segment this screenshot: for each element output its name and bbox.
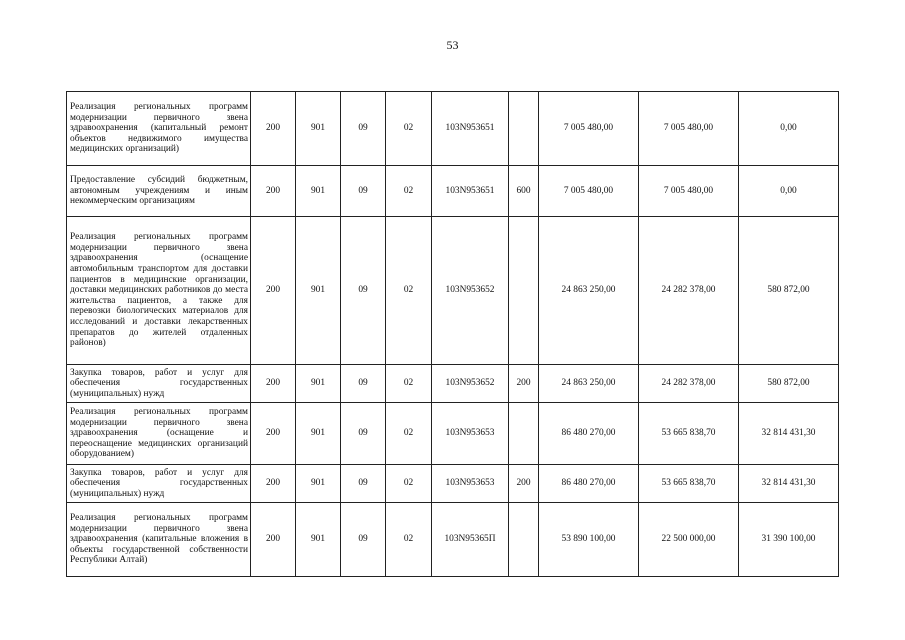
cell-ministry: 901 xyxy=(296,503,341,577)
page-number: 53 xyxy=(446,38,459,52)
cell-sum-federal: 24 282 378,00 xyxy=(639,217,739,365)
cell-subsection: 02 xyxy=(386,166,432,217)
cell-target-article: 103N953652 xyxy=(432,365,509,403)
cell-expense-type xyxy=(509,503,539,577)
cell-target-article: 103N953652 xyxy=(432,217,509,365)
table-row xyxy=(67,403,839,465)
row-name-cell: Закупка товаров, работ и услуг для обеспечения государственных (муниципальных) нужд xyxy=(67,365,251,403)
cell-sum-federal: 7 005 480,00 xyxy=(639,92,739,166)
cell-sum-total: 24 863 250,00 xyxy=(539,365,639,403)
cell-code: 200 xyxy=(251,217,296,365)
cell-subsection: 02 xyxy=(386,217,432,365)
cell-sum-federal: 53 665 838,70 xyxy=(639,465,739,503)
cell-expense-type xyxy=(509,92,539,166)
cell-code: 200 xyxy=(251,403,296,465)
cell-section: 09 xyxy=(341,503,386,577)
cell-target-article: 103N953653 xyxy=(432,403,509,465)
budget-table xyxy=(66,91,839,577)
cell-section: 09 xyxy=(341,465,386,503)
cell-sum-federal: 22 500 000,00 xyxy=(639,503,739,577)
row-name-cell: Закупка товаров, работ и услуг для обеспечения государственных (муниципальных) нужд xyxy=(67,465,251,503)
cell-code: 200 xyxy=(251,166,296,217)
cell-sum-federal: 7 005 480,00 xyxy=(639,166,739,217)
cell-expense-type: 600 xyxy=(509,166,539,217)
cell-sum-regional: 0,00 xyxy=(739,92,839,166)
cell-subsection: 02 xyxy=(386,92,432,166)
cell-sum-regional: 580 872,00 xyxy=(739,217,839,365)
cell-expense-type xyxy=(509,403,539,465)
cell-sum-regional: 32 814 431,30 xyxy=(739,403,839,465)
cell-code: 200 xyxy=(251,503,296,577)
table-row xyxy=(67,92,839,166)
cell-expense-type: 200 xyxy=(509,365,539,403)
cell-sum-total: 24 863 250,00 xyxy=(539,217,639,365)
cell-subsection: 02 xyxy=(386,403,432,465)
row-name-cell: Предоставление субсидий бюджетным, автономным учреждениям и иным некоммерческим организациям xyxy=(67,166,251,217)
cell-section: 09 xyxy=(341,217,386,365)
cell-ministry: 901 xyxy=(296,166,341,217)
cell-expense-type: 200 xyxy=(509,465,539,503)
cell-sum-federal: 24 282 378,00 xyxy=(639,365,739,403)
cell-sum-total: 86 480 270,00 xyxy=(539,465,639,503)
row-name-cell: Реализация региональных программ модернизации первичного звена здравоохранения (капитальный ремонт объектов недвижимого имущества медицинских организаций) xyxy=(67,92,251,166)
cell-sum-regional: 31 390 100,00 xyxy=(739,503,839,577)
cell-sum-total: 7 005 480,00 xyxy=(539,166,639,217)
row-name-cell: Реализация региональных программ модернизации первичного звена здравоохранения (капитальные вложения в объекты государственной собственности Республики Алтай) xyxy=(67,503,251,577)
cell-target-article: 103N95365П xyxy=(432,503,509,577)
table-row xyxy=(67,503,839,577)
cell-sum-total: 53 890 100,00 xyxy=(539,503,639,577)
cell-target-article: 103N953651 xyxy=(432,92,509,166)
cell-code: 200 xyxy=(251,365,296,403)
cell-ministry: 901 xyxy=(296,365,341,403)
cell-section: 09 xyxy=(341,92,386,166)
table-row xyxy=(67,465,839,503)
cell-target-article: 103N953653 xyxy=(432,465,509,503)
cell-subsection: 02 xyxy=(386,465,432,503)
cell-ministry: 901 xyxy=(296,217,341,365)
cell-sum-regional: 0,00 xyxy=(739,166,839,217)
table-row xyxy=(67,166,839,217)
cell-ministry: 901 xyxy=(296,465,341,503)
cell-section: 09 xyxy=(341,365,386,403)
table-row xyxy=(67,365,839,403)
cell-section: 09 xyxy=(341,166,386,217)
cell-ministry: 901 xyxy=(296,92,341,166)
cell-expense-type xyxy=(509,217,539,365)
cell-code: 200 xyxy=(251,465,296,503)
cell-sum-federal: 53 665 838,70 xyxy=(639,403,739,465)
row-name-cell: Реализация региональных программ модернизации первичного звена здравоохранения (оснащение автомобильным транспортом для доставки пациентов в медицинские организации, доставки медицинских работников до места жительства пациентов, а также для перевозки биологических материалов для исследований и доставки лекарственных препаратов до жителей отдаленных районов) xyxy=(67,217,251,365)
cell-sum-total: 86 480 270,00 xyxy=(539,403,639,465)
cell-sum-regional: 580 872,00 xyxy=(739,365,839,403)
table-row xyxy=(67,217,839,365)
row-name-cell: Реализация региональных программ модернизации первичного звена здравоохранения (оснащение и переоснащение медицинских организаций оборудованием) xyxy=(67,403,251,465)
cell-target-article: 103N953651 xyxy=(432,166,509,217)
cell-subsection: 02 xyxy=(386,365,432,403)
cell-section: 09 xyxy=(341,403,386,465)
cell-sum-total: 7 005 480,00 xyxy=(539,92,639,166)
cell-ministry: 901 xyxy=(296,403,341,465)
cell-code: 200 xyxy=(251,92,296,166)
cell-sum-regional: 32 814 431,30 xyxy=(739,465,839,503)
cell-subsection: 02 xyxy=(386,503,432,577)
